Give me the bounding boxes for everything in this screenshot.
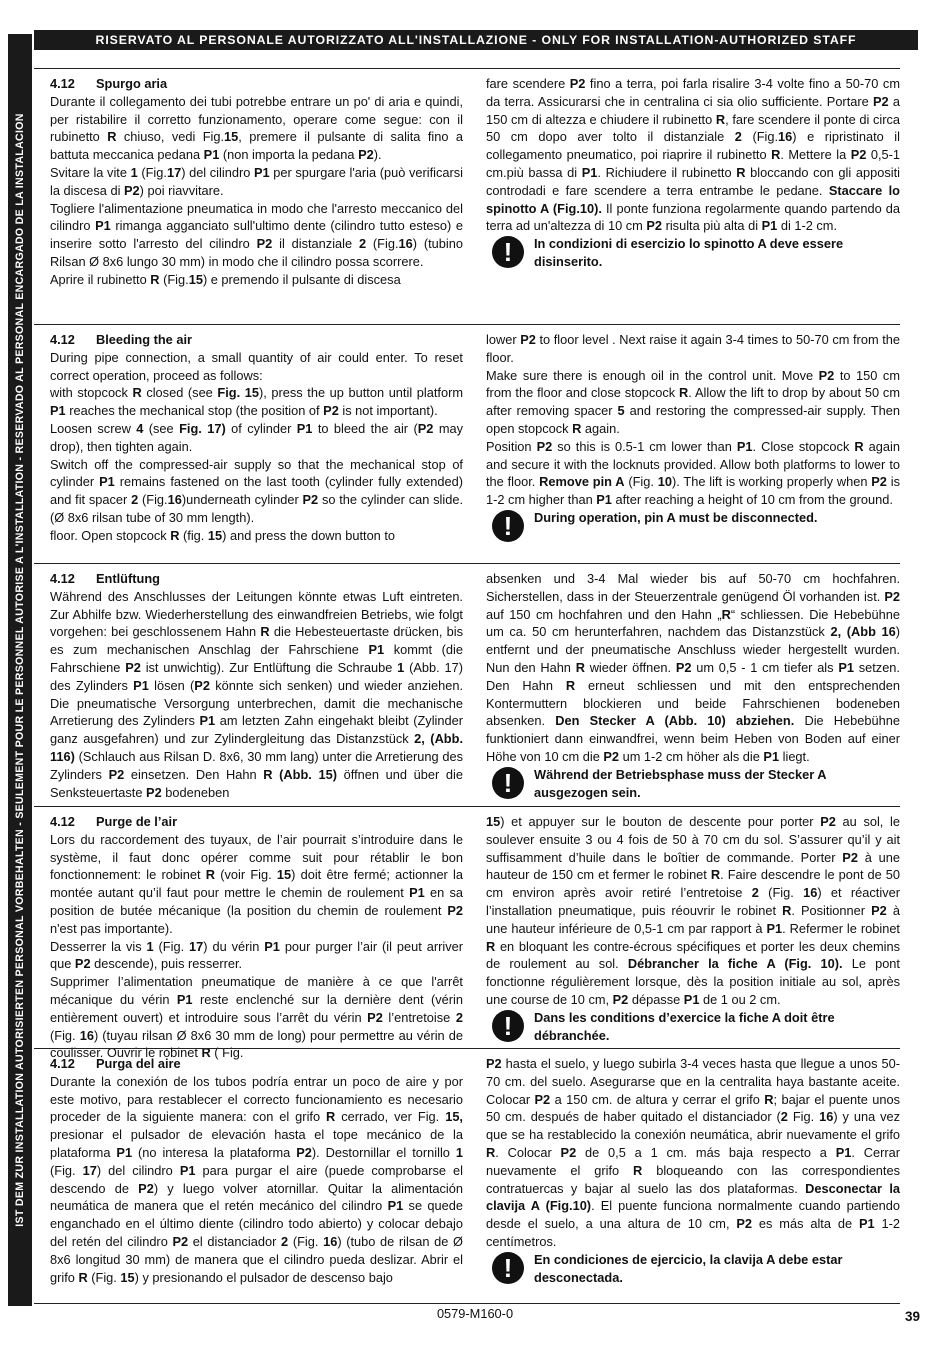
section-right-column [486,75,900,271]
section-right-column [486,813,900,1044]
exclamation-icon: ! [492,510,524,542]
section-left-column [50,75,463,289]
warning-note [486,1251,900,1287]
section-number: 4.12 [50,332,75,347]
top-banner: RISERVATO AL PERSONALE AUTORIZZATO ALL'INSTALLAZIONE - ONLY FOR INSTALLATION-AUTHORIZED STAFF [34,30,918,50]
section-right-column [486,570,900,801]
warning-text: Während der Betriebsphase muss der Stecker A ausgezogen sein. [534,766,827,800]
footer-divider [34,1303,900,1304]
exclamation-icon: ! [492,1010,524,1042]
section-french [34,806,900,1061]
section-left-column [50,1055,463,1286]
warning-note [486,509,900,543]
section-title: Spurgo aria [96,76,168,91]
section-left-column [50,570,463,801]
section-english [34,324,900,562]
section-heading [50,331,463,349]
section-right-column [486,331,900,543]
section-body-left: Durante il collegamento dei tubi potrebbe entrare un po' di aria e quindi, per ristabilire il corretto funzionamento, operare come segue: con il rubinetto R chiuso, vedi Fig.15, premere il pulsante di salita fino a battuta meccanica pedana P1 (non importa la pedana P2). Svitare la vite 1 (Fig.17) del cilindro P1 per spurgare l'aria (può verificarsi la discesa di P2) poi riavvitare. Togliere l'alimentazione pneumatica in modo che l'arresto meccanico del cilindro P1 rimanga agganciato sull'ultimo dente (cilindro tutto esteso) e inserire sotto l'arresto del cilindro P2 il distanziale 2 (Fig.16) (tubino Rilsan Ø 8x6 lungo 30 mm) in modo che il cilindro possa scorrere. Aprire il rubinetto R (Fig.15) e premendo il pulsante di discesa [50,93,464,287]
warning-note [486,1009,900,1045]
section-title: Purga del aire [96,1056,181,1071]
warning-note [486,235,900,271]
section-body-right: absenken und 3-4 Mal wieder bis auf 50-70 cm hochfahren. Sicherstellen, dass in der Steuerzentrale genügend Öl vorhanden ist. P2 auf 150 cm hochfahren und den Hahn „R“ schliessen. Die Hebebühne um ca. 50 cm herunterfahren, nachdem das Distanzstück 2, (Abb 16) entfernt und der pneumatische Anschluss wieder hergestellt wurden. Nun den Hahn R wieder öffnen. P2 um 0,5 - 1 cm tiefer als P1 setzen. Den Hahn R erneut schliessen und mit den entsprechenden Kontermuttern blockieren und beide Fahrschienen bodeneben absenken. Den Stecker A (Abb. 10) abziehen. Die Hebebühne funktioniert dann einwandfrei, wenn beim Heben von Boden auf einer Höhe von 10 cm die P2 um 1-2 cm höher als die P1 liegt. [486,571,901,764]
section-number: 4.12 [50,76,75,91]
warning-text: Dans les conditions d’exercice la fiche A doit être débranchée. [534,1009,835,1043]
section-number: 4.12 [50,571,75,586]
section-body-right: lower P2 to floor level . Next raise it again 3-4 times to 50-70 cm from the floor. Make sure there is enough oil in the control unit. Move P2 to 150 cm from the floor and close stopcock R. Allow the lift to drop by about 50 cm after removing spacer 5 and restoring the compressed-air supply. Then open stopcock R again. Position P2 so this is 0.5-1 cm lower than P1. Close stopcock R again and secure it with the locknuts provided. Allow both platforms to lower to the floor. Remove pin A (Fig. 10). The lift is working properly when P2 is 1-2 cm higher than P1 after reaching a height of 10 cm from the ground. [486,332,900,508]
document-code: 0579-M160-0 [436,1306,514,1321]
section-number: 4.12 [50,814,75,829]
section-body-right: fare scendere P2 fino a terra, poi farla risalire 3-4 volte fino a 50-70 cm da terra. Assicurarsi che in centralina ci sia olio sufficiente. Portare P2 a 150 cm di altezza e chiudere il rubinetto R, fare scendere il ponte di circa 50 cm dopo aver tolto il distanziale 2 (Fig.16) e ripristinato il collegamento pneumatico, poi riaprire il rubinetto R. Mettere la P2 0,5-1 cm.più bassa di P1. Richiudere il rubinetto R bloccando con gli appositi controdadi e fare scendere a terra entrambe le pedane. Staccare lo spinotto A (Fig.10). Il ponte funziona regolarmente quando partendo da terra ad un'altezza di 10 cm P2 risulta più alta di P1 di 1-2 cm. [486,76,900,234]
section-spanish [34,1048,900,1303]
section-right-column [486,1055,900,1286]
section-body-left: Lors du raccordement des tuyaux, de l’air pourrait s’introduire dans le système, il faut donc opérer comme suit pour rétablir le bon fonctionnement: le robinet R (voir Fig. 15) doit être fermé; actionner la montée autant qu’il faut pour mettre le chemin de roulement P1 en sa position de butée mécanique (la position du chemin de roulement P2 n'est pas importante). Desserrer la vis 1 (Fig. 17) du vérin P1 pour purger l’air (il peut arriver que P2 descende), puis resserrer. Supprimer l’alimentation pneumatique de manière à ce que l'arrêt mécanique du vérin P1 reste enclenché sur la dernière dent (vérin entièrement ouvert) et introduire sous l’arrêt du vérin P2 l’entretoise 2 (Fig. 16) (tuyau rilsan Ø 8x6 30 mm de long) pour permettre au vérin de coulisser. Ouvrir le robinet R ( Fig. [50,831,464,1061]
warning-text: En condiciones de ejercicio, la clavija A debe estar desconectada. [534,1251,843,1285]
section-title: Purge de l’air [96,814,178,829]
section-heading [50,813,463,831]
section-number: 4.12 [50,1056,75,1071]
page-number: 39 [904,1309,920,1324]
section-body-left: During pipe connection, a small quantity of air could enter. To reset correct operation, proceed as follows: with stopcock R closed (see Fig. 15), press the up button until platform P1 reaches the mechanical stop (the position of P2 is not important). Loosen screw 4 (see Fig. 17) of cylinder P1 to bleed the air (P2 may drop), then tighten again. Switch off the compressed-air supply so that the mechanical stop of cylinder P1 remains fastened on the last tooth (cylinder fully extended) and fit spacer 2 (Fig.16)underneath cylinder P2 so the cylinder can slide. (Ø 8x6 rilsan tube of 30 mm length). floor. Open stopcock R (fig. 15) and press the down button to [50,349,463,543]
section-title: Bleeding the air [96,332,192,347]
section-italian [34,68,900,321]
sidebar-text: IST DEM ZUR INSTALLATION AUTORISIERTEN PERSONAL VORBEHALTEN - SEULEMENT POUR LE PERSONNEL AUTORISE A L'INSTALLATION - RESERVADO AL PERSONAL ENCARGADO DE LA INSTALACION [14,113,26,1227]
section-heading [50,570,463,588]
section-body-left: Während des Anschlusses der Leitungen könnte etwas Luft eintreten. Zur Abhilfe bzw. Wiederherstellung des einwandfreien Betriebs, wie folgt vorgehen: bei geschlossenem Hahn R die Hebesteuertaste drücken, bis es zum mechanischen Anschlag der Fahrschiene P1 kommt (die Fahrschiene P2 ist unwichtig). Zur Entlüftung die Schraube 1 (Abb. 17) des Zylinders P1 lösen (P2 könnte sich senken) und wieder anziehen. Die pneumatische Versorgung unterbrechen, damit die mechanische Arretierung des Zylinders P1 am letzten Zahn eingehakt bleibt (Zylinder ganz ausgefahren) und zur Zylindergleitung das Distanzstück 2, (Abb. 116) (Schlauch aus Rilsan D. 8x6, 30 mm lang) unter die Arretierung des Zylinders P2 einsetzen. Den Hahn R (Abb. 15) öffnen und über die Senksteuertaste P2 bodeneben [50,588,464,800]
section-left-column [50,331,463,545]
exclamation-icon: ! [492,767,524,799]
exclamation-icon: ! [492,236,524,268]
section-body-right: P2 hasta el suelo, y luego subirla 3-4 veces hasta que llegue a unos 50-70 cm. del suelo. Asegurarse que en la centralita haya bastante aceite. Colocar P2 a 150 cm. de altura y cerrar el grifo R; bajar el puente unos 50 cm. después de haber quitado el distanciador (2 Fig. 16) y una vez que se ha restablecido la conexión neumática, abrir nuevamente el grifo R. Colocar P2 de 0,5 a 1 cm. más baja respecto a P1. Cerrar nuevamente el grifo R bloqueando con las correspondientes contratuercas y bajar al suelo las dos plataformas. Desconectar la clavija A (Fig.10). El puente funciona normalmente cuando partiendo desde el suelo, a una altura de 10 cm, P2 es más alta de P1 1-2 centímetros. [486,1056,901,1249]
warning-note [486,766,900,802]
section-heading [50,1055,463,1073]
warning-text: In condizioni di esercizio lo spinotto A deve essere disinserito. [534,236,844,269]
section-left-column [50,813,463,1062]
section-body-right: 15) et appuyer sur le bouton de descente pour porter P2 au sol, le soulever ensuite 3 ou 4 fois de 50 à 70 cm du sol. S’assurer qu’il y ait suffisamment d’huile dans le boîtier de commande. Porter P2 à une hauteur de 150 cm et fermer le robinet R. Faire descendre le pont de 50 cm environ après avoir retiré l’entretoise 2 (Fig. 16) et réactiver l’installation pneumatique, puis réouvrir le robinet R. Positionner P2 à une hauteur inférieure de 0,5-1 cm par rapport à P1. Refermer le robinet R en bloquant les contre-écrous spécifiques et porter les deux chemins de roulement au sol. Débrancher la fiche A (Fig. 10). Le pont fonctionne régulièrement lorsque, dès la position initiale au sol, après une course de 10 cm, P2 dépasse P1 de 1 ou 2 cm. [486,814,900,1007]
section-title: Entlüftung [96,571,160,586]
sidebar-vertical-notice [8,34,32,1306]
section-german [34,563,900,804]
section-body-left: Durante la conexión de los tubos podría entrar un poco de aire y por este motivo, para restablecer el correcto funcionamiento es necesario proceder de la siguiente manera: con el grifo R cerrado, ver Fig. 15, presionar el pulsador de elevación hasta el tope mecánico de la plataforma P1 (no interesa la plataforma P2). Destornillar el tornillo 1 (Fig. 17) del cilindro P1 para purgar el aire (puede comprobarse el descendo de P2) y luego volver atornillar. Quitar la alimentación neumática de manera que el retén mecánico del cilindro P1 se quede enganchado en el último diente (cilindro todo abierto) y colocar debajo del retén del cilindro P2 el distanciador 2 (Fig. 16) (tubo de rilsan de Ø 8x6 longitud 30 mm) de manera que el cilindro pueda deslizar. Abrir el grifo R (Fig. 15) y presionando el pulsador de descenso bajo [50,1073,464,1285]
section-heading [50,75,463,93]
exclamation-icon: ! [492,1252,524,1284]
warning-text: During operation, pin A must be disconnected. [534,509,818,525]
